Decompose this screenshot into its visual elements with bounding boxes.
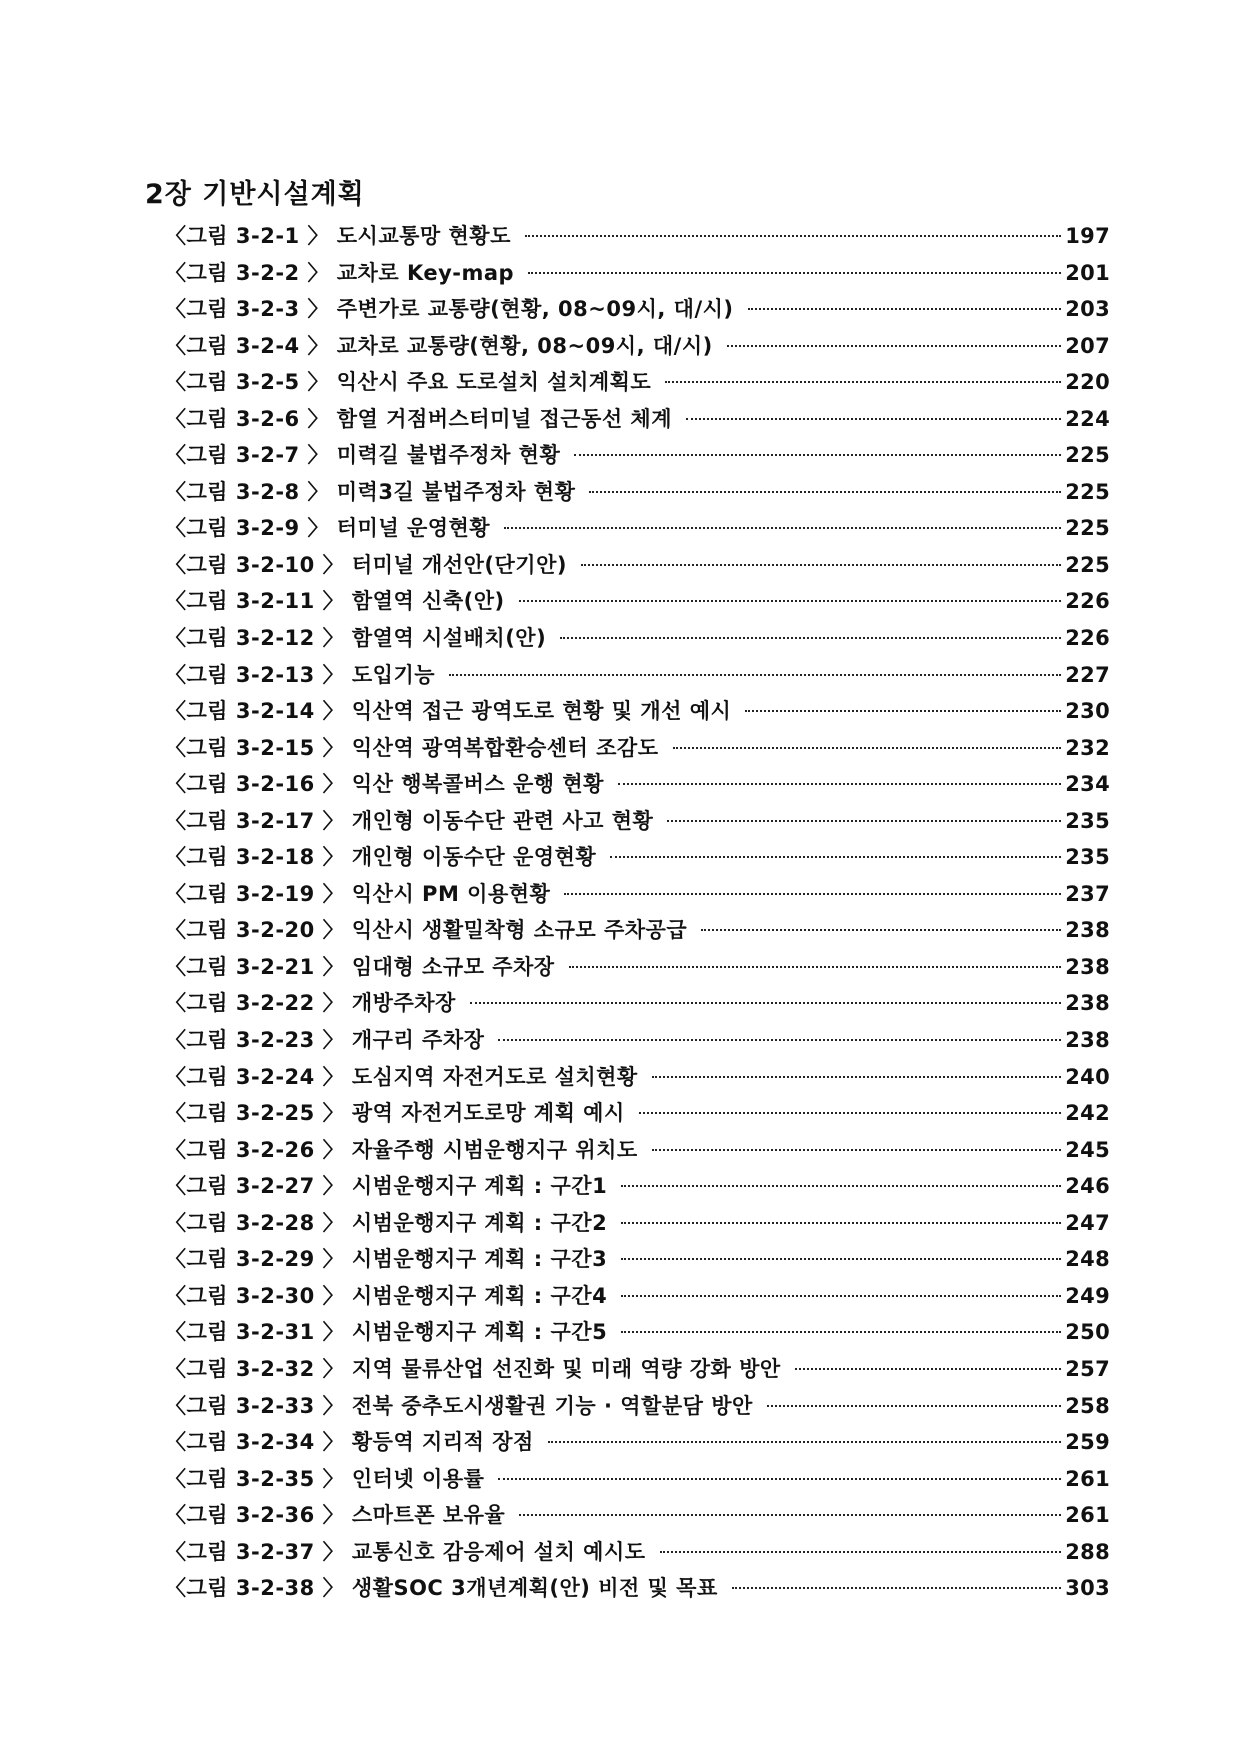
dot-leader <box>449 674 1061 676</box>
toc-entry-page-number: 245 <box>1065 1137 1110 1162</box>
toc-entry-label: 〈그림 3-2-35 〉 인터넷 이용률 <box>165 1466 485 1491</box>
toc-entry[interactable] <box>165 1024 1110 1061</box>
toc-entry[interactable] <box>165 1499 1110 1536</box>
toc-entry[interactable] <box>165 585 1110 622</box>
toc-entry-label: 〈그림 3-2-18 〉 개인형 이동수단 운영현황 <box>165 845 597 870</box>
toc-entry-label: 〈그림 3-2-1 〉 도시교통망 현황도 <box>165 224 511 248</box>
toc-entry-label: 〈그림 3-2-4 〉 교차로 교통량(현황, 08~09시, 대/시) <box>165 333 713 358</box>
toc-entry[interactable] <box>165 1097 1110 1134</box>
toc-entry[interactable] <box>165 1134 1110 1171</box>
toc-entry[interactable] <box>165 1353 1110 1390</box>
toc-entry-page-number: 242 <box>1065 1101 1110 1126</box>
toc-entry-label: 〈그림 3-2-29 〉 시범운행지구 계획 : 구간3 <box>165 1247 608 1272</box>
dot-leader <box>621 1258 1061 1260</box>
toc-entry[interactable] <box>165 1426 1110 1463</box>
toc-entry[interactable] <box>165 512 1110 549</box>
toc-entry[interactable] <box>165 951 1110 988</box>
toc-entry-page-number: 225 <box>1065 516 1110 541</box>
toc-entry-page-number: 235 <box>1065 845 1110 870</box>
toc-entry-label: 〈그림 3-2-3 〉 주변가로 교통량(현황, 08~09시, 대/시) <box>165 297 734 322</box>
toc-entry-label: 〈그림 3-2-14 〉 익산역 접근 광역도로 현황 및 개선 예시 <box>165 699 732 724</box>
toc-entry-label: 〈그림 3-2-32 〉 지역 물류산업 선진화 및 미래 역량 강화 방안 <box>165 1356 781 1381</box>
toc-entry[interactable] <box>165 1280 1110 1317</box>
toc-entry-page-number: 225 <box>1065 479 1110 504</box>
toc-entry[interactable] <box>165 1463 1110 1500</box>
toc-entry-page-number: 203 <box>1065 297 1110 322</box>
toc-entry[interactable] <box>165 549 1110 586</box>
toc-entry-page-number: 246 <box>1065 1174 1110 1199</box>
toc-entry-page-number: 225 <box>1065 552 1110 577</box>
toc-entry[interactable] <box>165 732 1110 769</box>
toc-entry-label: 〈그림 3-2-27 〉 시범운행지구 계획 : 구간1 <box>165 1174 608 1199</box>
toc-entry-page-number: 234 <box>1065 772 1110 797</box>
toc-entry-page-number: 257 <box>1065 1356 1110 1381</box>
toc-entry-page-number: 225 <box>1065 443 1110 468</box>
toc-entry-page-number: 238 <box>1065 918 1110 943</box>
toc-entry[interactable] <box>165 841 1110 878</box>
toc-entry[interactable] <box>165 1316 1110 1353</box>
toc-entry-label: 〈그림 3-2-23 〉 개구리 주차장 <box>165 1028 485 1053</box>
dot-leader <box>498 1478 1061 1480</box>
dot-leader <box>665 381 1061 383</box>
dot-leader <box>504 527 1061 529</box>
dot-leader <box>639 1112 1062 1114</box>
toc-entry-page-number: 249 <box>1065 1283 1110 1308</box>
toc-entry-label: 〈그림 3-2-20 〉 익산시 생활밀착형 소규모 주차공급 <box>165 918 688 943</box>
dot-leader <box>686 418 1061 420</box>
toc-entry-page-number: 288 <box>1065 1539 1110 1564</box>
dot-leader <box>621 1185 1061 1187</box>
dot-leader <box>621 1295 1061 1297</box>
toc-entry-page-number: 201 <box>1065 260 1110 285</box>
dot-leader <box>701 929 1061 931</box>
toc-entry-label: 〈그림 3-2-15 〉 익산역 광역복합환승센터 조감도 <box>165 735 659 760</box>
toc-entry-label: 〈그림 3-2-25 〉 광역 자전거도로망 계획 예시 <box>165 1101 625 1126</box>
toc-entry-label: 〈그림 3-2-8 〉 미력3길 불법주정차 현황 <box>165 479 576 504</box>
toc-entry-label: 〈그림 3-2-7 〉 미력길 불법주정차 현황 <box>165 443 561 468</box>
dot-leader <box>652 1076 1062 1078</box>
toc-entry[interactable] <box>165 1390 1110 1427</box>
toc-entry[interactable] <box>165 1572 1110 1609</box>
dot-leader <box>525 235 1061 237</box>
toc-entry-page-number: 224 <box>1065 406 1110 431</box>
toc-entry-label: 〈그림 3-2-6 〉 함열 거점버스터미널 접근동선 체계 <box>165 406 672 431</box>
toc-entry-label: 〈그림 3-2-2 〉 교차로 Key-map <box>165 260 515 285</box>
toc-entry-page-number: 207 <box>1065 333 1110 358</box>
toc-entry-page-number: 259 <box>1065 1430 1110 1455</box>
dot-leader <box>748 308 1062 310</box>
toc-entry[interactable] <box>165 1243 1110 1280</box>
toc-entry-label: 〈그림 3-2-22 〉 개방주차장 <box>165 991 456 1016</box>
toc-entry[interactable] <box>165 659 1110 696</box>
toc-entry-label: 〈그림 3-2-21 〉 임대형 소규모 주차장 <box>165 954 555 979</box>
figure-index-list <box>165 220 1110 1609</box>
toc-entry[interactable] <box>165 1170 1110 1207</box>
dot-leader <box>498 1039 1061 1041</box>
toc-entry-label: 〈그림 3-2-16 〉 익산 행복콜버스 운행 현황 <box>165 772 604 797</box>
dot-leader <box>564 893 1061 895</box>
toc-entry-page-number: 230 <box>1065 699 1110 724</box>
dot-leader <box>795 1368 1062 1370</box>
dot-leader <box>519 1514 1061 1516</box>
dot-leader <box>519 600 1062 602</box>
dot-leader <box>673 747 1062 749</box>
toc-entry-label: 〈그림 3-2-37 〉 교통신호 감응제어 설치 예시도 <box>165 1539 646 1564</box>
dot-leader <box>767 1405 1061 1407</box>
toc-entry[interactable] <box>165 805 1110 842</box>
toc-entry[interactable] <box>165 366 1110 403</box>
dot-leader <box>548 1441 1061 1443</box>
toc-entry-page-number: 232 <box>1065 735 1110 760</box>
toc-entry-page-number: 226 <box>1065 626 1110 651</box>
toc-entry-page-number: 250 <box>1065 1320 1110 1345</box>
toc-entry[interactable] <box>165 1061 1110 1098</box>
toc-entry-label: 〈그림 3-2-17 〉 개인형 이동수단 관련 사고 현황 <box>165 808 654 833</box>
toc-entry-page-number: 238 <box>1065 991 1110 1016</box>
toc-entry-label: 〈그림 3-2-13 〉 도입기능 <box>165 662 436 687</box>
toc-entry-page-number: 235 <box>1065 808 1110 833</box>
toc-entry-label: 〈그림 3-2-38 〉 생활SOC 3개년계획(안) 비전 및 목표 <box>165 1576 718 1601</box>
toc-entry[interactable] <box>165 293 1110 330</box>
dot-leader <box>470 1002 1061 1004</box>
toc-entry[interactable] <box>165 768 1110 805</box>
toc-entry[interactable] <box>165 1536 1110 1573</box>
toc-entry-label: 〈그림 3-2-36 〉 스마트폰 보유율 <box>165 1503 506 1528</box>
toc-entry-page-number: 226 <box>1065 589 1110 614</box>
dot-leader <box>621 1222 1061 1224</box>
toc-entry-label: 〈그림 3-2-33 〉 전북 중추도시생활권 기능 · 역할분담 방안 <box>165 1393 753 1418</box>
dot-leader <box>727 345 1062 347</box>
toc-entry-label: 〈그림 3-2-5 〉 익산시 주요 도로설치 설치계획도 <box>165 370 652 395</box>
toc-entry-label: 〈그림 3-2-24 〉 도심지역 자전거도로 설치현황 <box>165 1064 638 1089</box>
toc-entry-label: 〈그림 3-2-34 〉 황등역 지리적 장점 <box>165 1430 534 1455</box>
dot-leader <box>732 1587 1061 1589</box>
toc-entry[interactable] <box>165 987 1110 1024</box>
toc-entry-page-number: 197 <box>1065 224 1110 248</box>
dot-leader <box>621 1331 1061 1333</box>
toc-entry-page-number: 238 <box>1065 1028 1110 1053</box>
dot-leader <box>610 856 1061 858</box>
toc-entry[interactable] <box>165 330 1110 367</box>
dot-leader <box>589 491 1061 493</box>
toc-entry[interactable] <box>165 695 1110 732</box>
toc-entry[interactable] <box>165 439 1110 476</box>
dot-leader <box>660 1551 1062 1553</box>
toc-entry-page-number: 238 <box>1065 954 1110 979</box>
toc-entry-label: 〈그림 3-2-26 〉 자율주행 시범운행지구 위치도 <box>165 1137 638 1162</box>
dot-leader <box>574 454 1061 456</box>
toc-entry[interactable] <box>165 878 1110 915</box>
toc-entry-label: 〈그림 3-2-9 〉 터미널 운영현황 <box>165 516 491 541</box>
toc-entry-page-number: 261 <box>1065 1503 1110 1528</box>
toc-entry-label: 〈그림 3-2-11 〉 함열역 신축(안) <box>165 589 505 614</box>
toc-entry-page-number: 261 <box>1065 1466 1110 1491</box>
chapter-title: 2장 기반시설계획 <box>145 179 365 210</box>
toc-entry-label: 〈그림 3-2-28 〉 시범운행지구 계획 : 구간2 <box>165 1210 608 1235</box>
dot-leader <box>745 710 1061 712</box>
toc-entry-page-number: 258 <box>1065 1393 1110 1418</box>
toc-entry-page-number: 247 <box>1065 1210 1110 1235</box>
toc-entry-page-number: 248 <box>1065 1247 1110 1272</box>
toc-entry-label: 〈그림 3-2-30 〉 시범운행지구 계획 : 구간4 <box>165 1283 608 1308</box>
toc-entry-page-number: 220 <box>1065 370 1110 395</box>
toc-entry[interactable] <box>165 476 1110 513</box>
dot-leader <box>652 1149 1062 1151</box>
dot-leader <box>667 820 1061 822</box>
toc-entry[interactable] <box>165 622 1110 659</box>
toc-entry[interactable] <box>165 257 1110 294</box>
dot-leader <box>618 783 1061 785</box>
dot-leader <box>569 966 1062 968</box>
toc-entry-page-number: 303 <box>1065 1576 1110 1601</box>
dot-leader <box>581 564 1061 566</box>
dot-leader <box>528 272 1061 274</box>
dot-leader <box>560 637 1061 639</box>
toc-entry[interactable] <box>165 403 1110 440</box>
toc-entry-label: 〈그림 3-2-10 〉 터미널 개선안(단기안) <box>165 552 567 577</box>
toc-entry-page-number: 240 <box>1065 1064 1110 1089</box>
toc-entry[interactable] <box>165 1207 1110 1244</box>
toc-entry-label: 〈그림 3-2-12 〉 함열역 시설배치(안) <box>165 626 547 651</box>
toc-entry-page-number: 227 <box>1065 662 1110 687</box>
toc-entry-label: 〈그림 3-2-19 〉 익산시 PM 이용현황 <box>165 881 551 906</box>
toc-entry-page-number: 237 <box>1065 881 1110 906</box>
toc-entry[interactable] <box>165 914 1110 951</box>
toc-entry-label: 〈그림 3-2-31 〉 시범운행지구 계획 : 구간5 <box>165 1320 608 1345</box>
toc-entry[interactable] <box>165 220 1110 257</box>
